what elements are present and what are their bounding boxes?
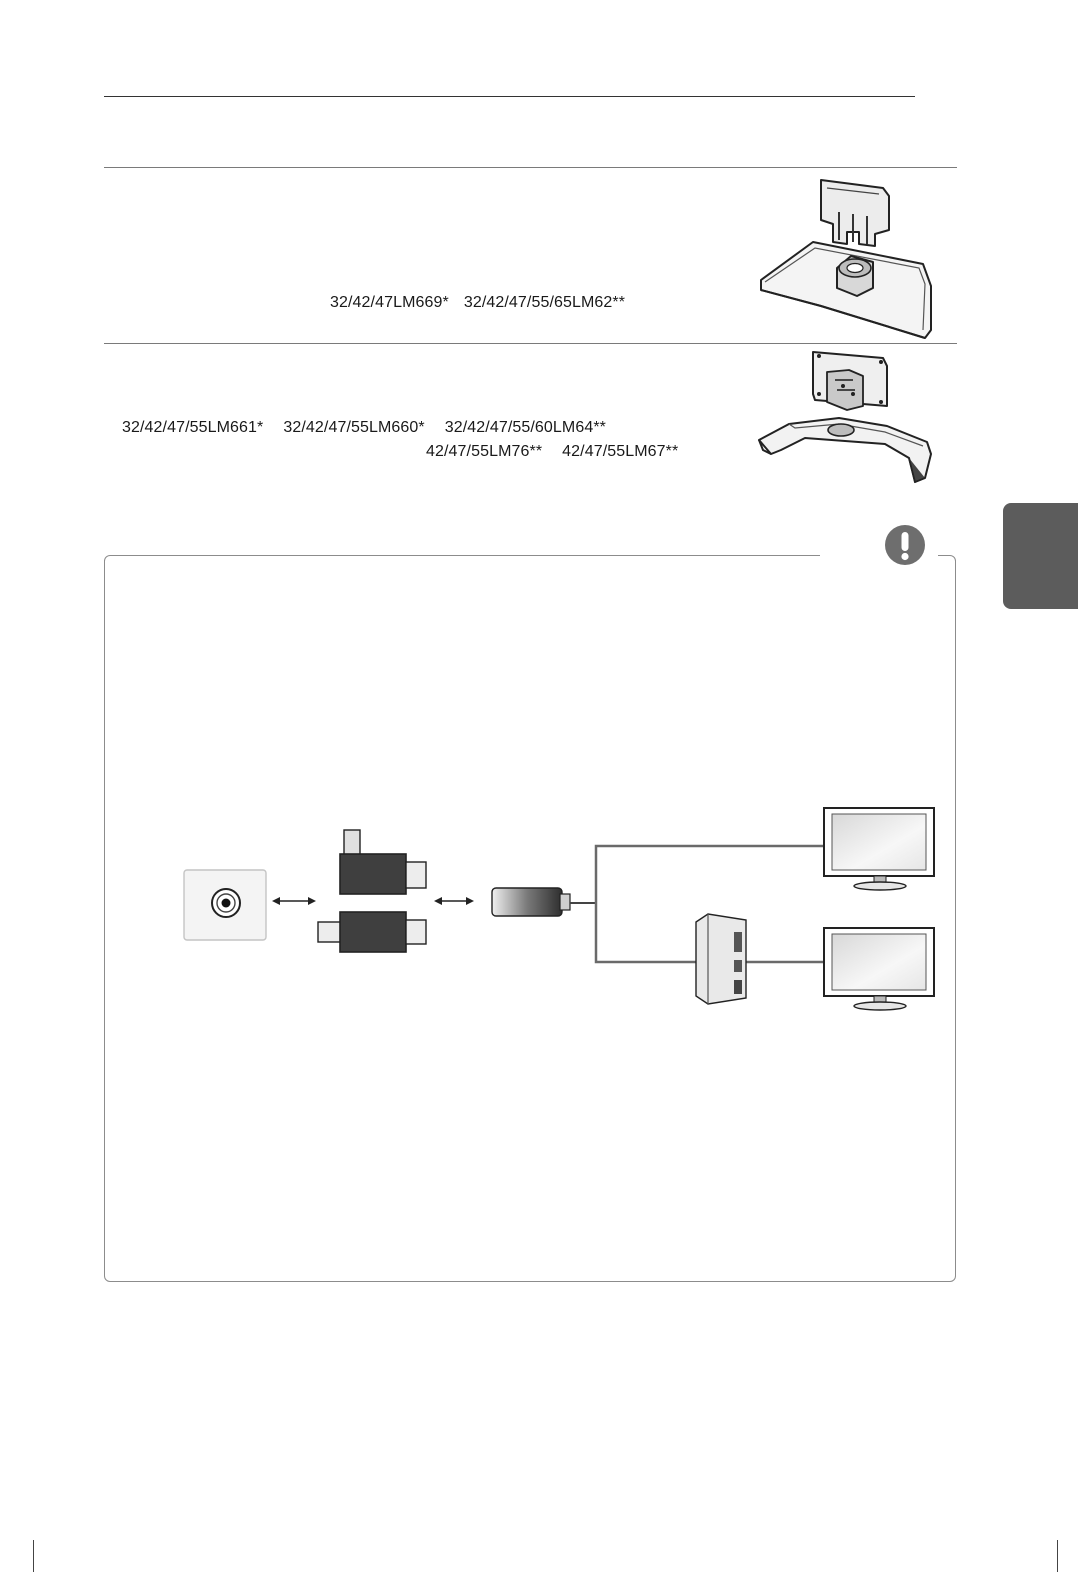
antenna-connection-diagram bbox=[180, 800, 940, 1020]
model-label: 32/42/47/55/65LM62** bbox=[463, 294, 626, 311]
model-label: 32/42/47/55/60LM64** bbox=[444, 419, 606, 436]
model-label: 42/47/55LM76** bbox=[426, 443, 543, 460]
caution-exclamation-icon bbox=[884, 524, 926, 566]
angled-rf-connector bbox=[340, 830, 426, 894]
crop-mark bbox=[1057, 1540, 1058, 1572]
section-rule-top bbox=[104, 167, 957, 168]
model-label: 32/42/47/55LM661* bbox=[122, 419, 264, 436]
wall-antenna-outlet bbox=[184, 870, 266, 940]
stand-type-1-illustration bbox=[755, 172, 935, 340]
model-label: 42/47/55LM67** bbox=[562, 443, 679, 460]
straight-rf-connector bbox=[318, 912, 426, 952]
bidirectional-arrow bbox=[434, 897, 474, 905]
tv-monitor bbox=[824, 928, 934, 1010]
stand-type-2-models-line-2 bbox=[426, 443, 693, 461]
stand-type-1-models bbox=[330, 294, 640, 312]
bidirectional-arrow bbox=[272, 897, 316, 905]
chapter-tab bbox=[1003, 503, 1078, 609]
model-label: 32/42/47/55LM660* bbox=[283, 419, 425, 436]
section-rule-middle bbox=[104, 343, 957, 344]
header-rule bbox=[104, 96, 915, 97]
tv-monitor bbox=[824, 808, 934, 890]
stand-type-2-models-line-1 bbox=[122, 419, 621, 437]
stand-type-2-illustration bbox=[755, 346, 935, 492]
set-top-box bbox=[696, 914, 746, 1004]
crop-mark bbox=[33, 1540, 34, 1572]
coaxial-cable-plug bbox=[492, 888, 596, 916]
model-label: 32/42/47LM669* bbox=[330, 294, 449, 311]
